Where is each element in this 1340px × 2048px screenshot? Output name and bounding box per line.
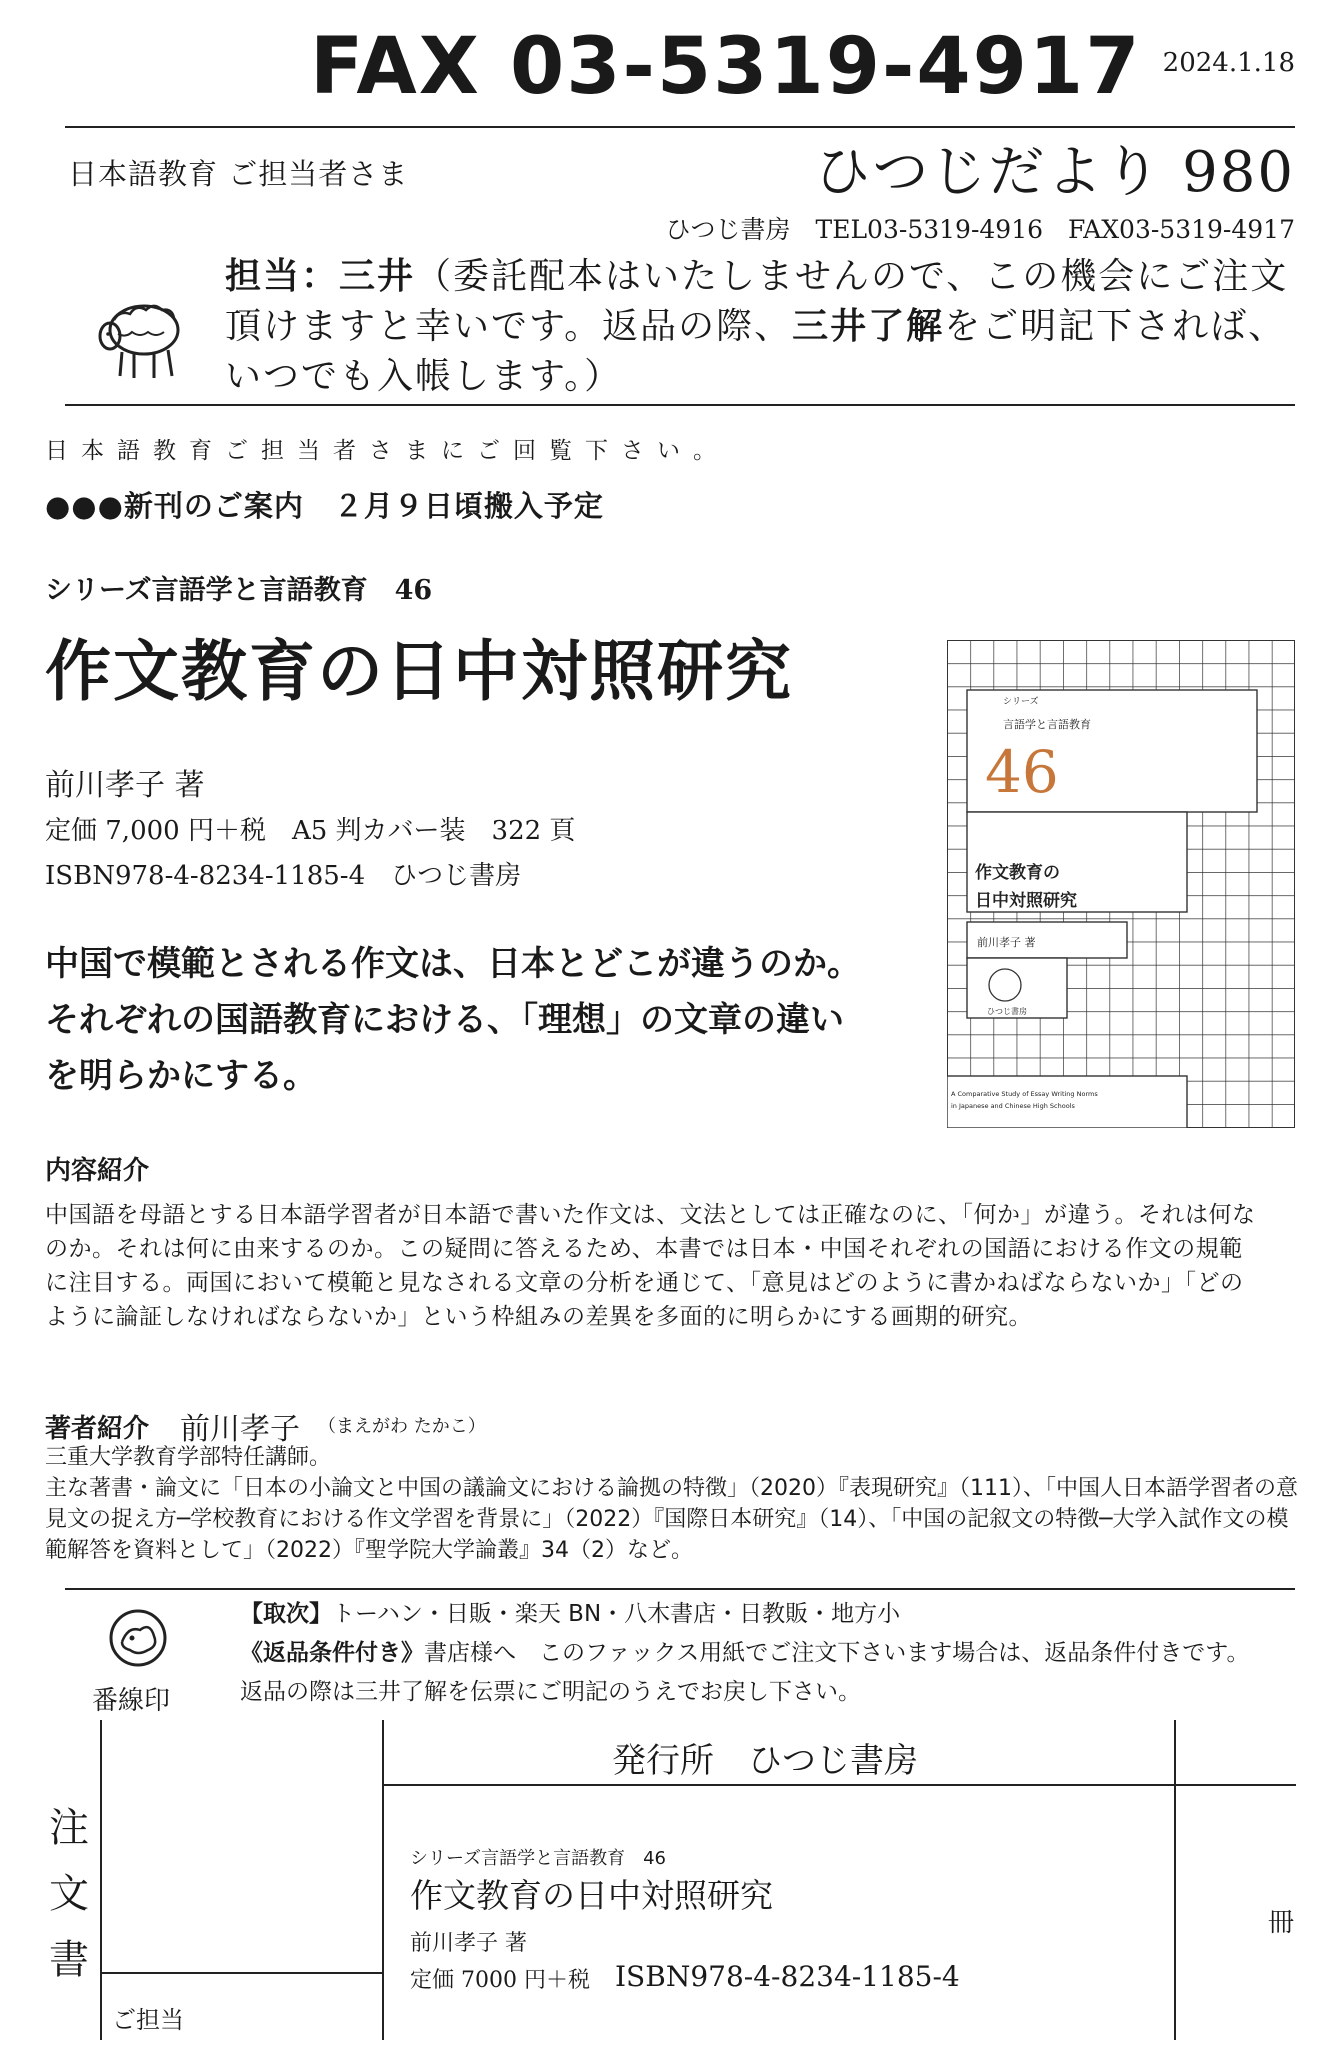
book-catchphrase [45, 936, 925, 1104]
order-form-author: 前川孝子 著 [410, 1931, 527, 1956]
stamp-icon [108, 1608, 168, 1668]
new-release-notice: ●●●新刊のご案内 ２月９日頃搬入予定 [45, 489, 604, 523]
cover-series-name: 言語学と言語教育 [1003, 718, 1091, 731]
person-divider [65, 404, 1295, 406]
newsletter-title: ひつじだより 980 [814, 140, 1295, 205]
cover-number: 46 [985, 738, 1059, 806]
person-in-charge [225, 252, 1315, 402]
sheep-icon [92, 290, 188, 386]
return-note: 返品の際は三井了解を伝票にご明記のうえでお戻し下さい。 [240, 1679, 861, 1705]
order-form-series: シリーズ言語学と言語教育 46 [410, 1848, 667, 1869]
form-line [382, 1720, 384, 2040]
return-label: 《返品条件付き》 [240, 1640, 424, 1666]
person-note-bold: 三井了解 [792, 306, 945, 347]
cover-title-1: 作文教育の [975, 863, 1060, 883]
form-line [100, 1720, 102, 2040]
author-reading: （まえがわ たかこ） [318, 1416, 486, 1437]
person-note-1: （委託配本はいたしませんので、この機会にご注文頂けますと幸いです。返品の際、 [225, 256, 1289, 347]
book-price: 定価 7,000 円＋税 A5 判カバー装 322 頁 [45, 816, 576, 846]
cover-title-2: 日中対照研究 [975, 891, 1077, 911]
cover-english-1: A Comparative Study of Essay Writing Norms [951, 1090, 1098, 1098]
order-form-tanto: ご担当 [112, 2006, 184, 2034]
author-bio [45, 1442, 1305, 1566]
person-label: 担当：三井 [225, 256, 416, 297]
cover-author: 前川孝子 著 [977, 936, 1036, 949]
catch-line-3: を明らかにする。 [45, 1056, 317, 1096]
book-author: 前川孝子 著 [45, 768, 205, 803]
book-cover [947, 640, 1295, 1128]
author-bio-line-1: 三重大学教育学部特任講師。 [45, 1445, 332, 1470]
author-heading: 著者紹介 [45, 1414, 150, 1444]
order-divider [65, 1588, 1295, 1590]
cover-publisher: ひつじ書房 [987, 1007, 1027, 1016]
catch-line-1: 中国で模範とされる作文は、日本とどこが違うのか。 [45, 944, 861, 984]
order-form-unit: 冊 [1268, 1908, 1295, 1938]
return-text: 書店様へ このファックス用紙でご注文下さいます場合は、返品条件付きです。 [424, 1640, 1250, 1666]
circulate-note: 日本語教育ご担当者さまにご回覧下さい。 [45, 438, 729, 464]
distributors-label: 【取次】 [240, 1601, 332, 1627]
order-form-isbn: ISBN978-4-8234-1185-4 [615, 1960, 960, 1993]
form-line [1174, 1720, 1176, 2040]
order-info [240, 1595, 1330, 1712]
author-bio-line-2: 主な著書・論文に「日本の小論文と中国の議論文における論拠の特徴」（2020）『表現研究』（111）、「中国人日本語学習者の意見文の捉え方─学校教育における作文学習を背景に」（2022）『国際日本研究』（14）、「中国の記叙文の特徴─大学入試作文の模範解答を資料として」（2022）『聖学院大学論叢』34（2）など。 [45, 1476, 1298, 1563]
book-series: シリーズ言語学と言語教育 46 [45, 575, 433, 606]
order-form-title: 作文教育の日中対照研究 [410, 1876, 773, 1915]
distributors: トーハン・日販・楽天 BN・八木書店・日教販・地方小 [332, 1601, 901, 1627]
author-name: 前川孝子 [180, 1412, 300, 1447]
contact-line: ひつじ書房 TEL03-5319-4916 FAX03-5319-4917 [665, 215, 1295, 244]
date: 2024.1.18 [1162, 48, 1295, 78]
book-title: 作文教育の日中対照研究 [45, 632, 793, 710]
intro-heading: 内容紹介 [45, 1156, 150, 1186]
fax-number: FAX 03-5319-4917 [310, 22, 1142, 112]
order-form-price: 定価 7000 円＋税 [410, 1968, 590, 1993]
order-form-label: 注 文 書 [49, 1805, 89, 1983]
order-form-publisher: 発行所 ひつじ書房 [612, 1741, 918, 1781]
person-note-2: をご明記下されば、いつでも入帳します。） [225, 306, 1287, 397]
form-line [100, 1972, 382, 1974]
intro-body: 中国語を母語とする日本語学習者が日本語で書いた作文は、文法としては正確なのに、「何か」が違う。それは何なのか。それは何に由来するのか。この疑問に答えるため、本書では日本・中国それぞれの国語における作文の規範に注目する。両国において模範と見なされる文章の分析を通じて、「意見はどのように書かねばならないか」「どのように論証しなければならないか」という枠組みの差異を多面的に明らかにする画期的研究。 [45, 1202, 1256, 1330]
form-line [382, 1784, 1296, 1786]
stamp-label: 番線印 [92, 1686, 171, 1716]
catch-line-2: それぞれの国語教育における、「理想」の文章の違い [45, 1000, 844, 1040]
addressee: 日本語教育 ご担当者さま [68, 157, 409, 191]
cover-series-small: シリーズ [1003, 697, 1039, 707]
book-isbn: ISBN978-4-8234-1185-4 ひつじ書房 [45, 861, 522, 891]
cover-english-2: in Japanese and Chinese High Schools [951, 1102, 1075, 1110]
